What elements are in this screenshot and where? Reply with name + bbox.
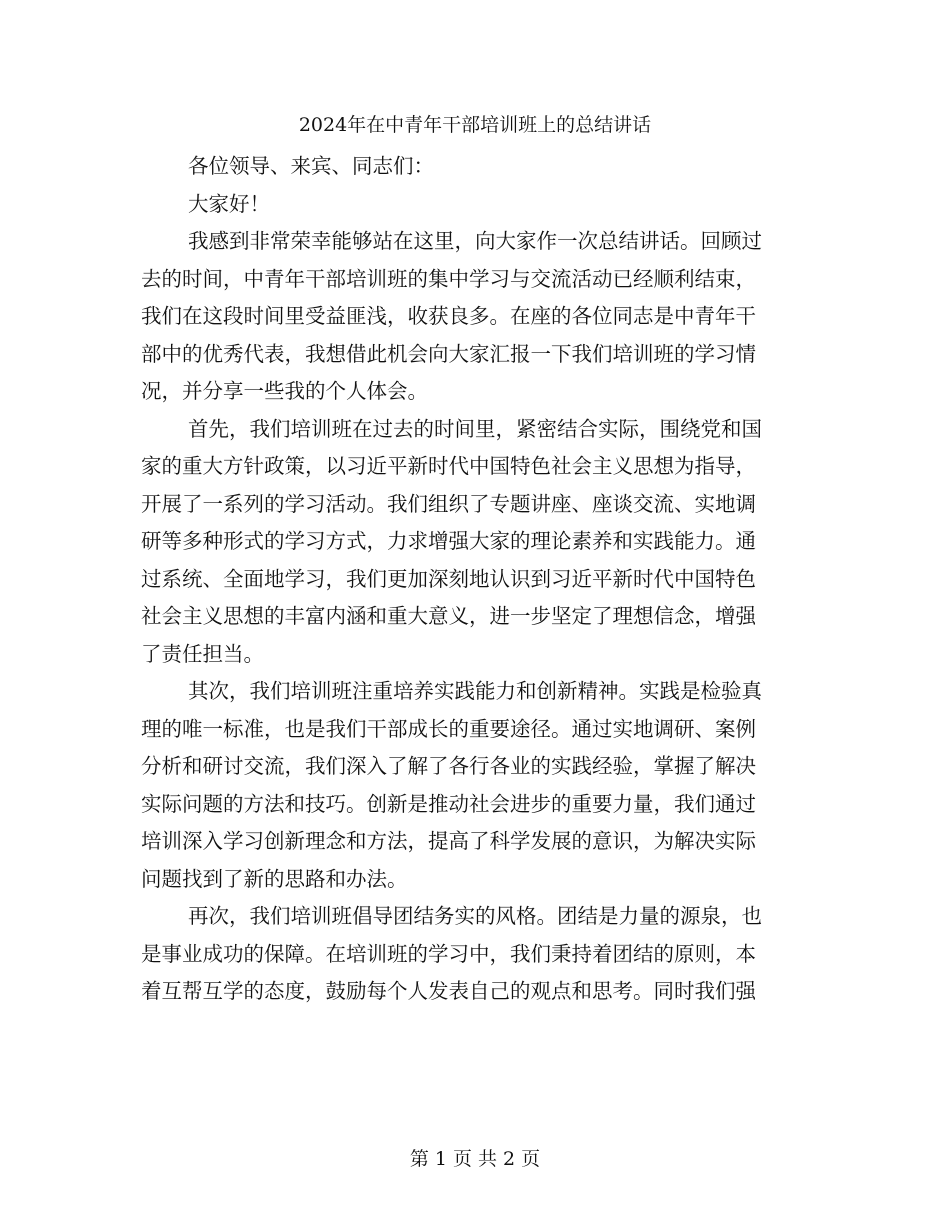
- paragraph-line: 我感到非常荣幸能够站在这里，向大家作一次总结讲话。回顾过: [188, 229, 762, 253]
- greeting-line: 大家好！: [188, 191, 270, 216]
- paragraph-line: 理的唯一标准，也是我们干部成长的重要途径。通过实地调研、案例: [141, 716, 756, 741]
- page-number-footer: 第 1 页 共 2 页: [409, 1148, 541, 1170]
- paragraph-line: 着互帮互学的态度，鼓励每个人发表自己的观点和思考。同时我们强: [141, 979, 756, 1003]
- paragraph-line: 研等多种形式的学习方式，力求增强大家的理论素养和实践能力。通: [141, 529, 756, 553]
- paragraph-line: 是事业成功的保障。在培训班的学习中，我们秉持着团结的原则，本: [141, 941, 756, 966]
- paragraph-line: 社会主义思想的丰富内涵和重大意义，进一步坚定了理想信念，增强: [141, 604, 756, 628]
- paragraph-line: 去的时间，中青年干部培训班的集中学习与交流活动已经顺利结束，: [141, 266, 756, 291]
- document-title: 2024年在中青年干部培训班上的总结讲话: [298, 114, 652, 136]
- paragraph-line: 问题找到了新的思路和办法。: [141, 866, 408, 891]
- paragraph-line: 了责任担当。: [141, 641, 264, 666]
- paragraph-line: 培训深入学习创新理念和方法，提高了科学发展的意识，为解决实际: [141, 829, 756, 853]
- paragraph-line: 实际问题的方法和技巧。创新是推动社会进步的重要力量，我们通过: [141, 791, 756, 816]
- salutation-line: 各位领导、来宾、同志们：: [188, 154, 434, 178]
- paragraph-line: 其次，我们培训班注重培养实践能力和创新精神。实践是检验真: [188, 679, 762, 703]
- paragraph-line: 首先，我们培训班在过去的时间里，紧密结合实际，围绕党和国: [188, 416, 762, 441]
- document-body: [141, 148, 801, 1011]
- paragraph-line: 分析和研讨交流，我们深入了解了各行各业的实践经验，掌握了解决: [141, 754, 756, 778]
- paragraph-line: 再次，我们培训班倡导团结务实的风格。团结是力量的源泉，也: [188, 904, 762, 928]
- paragraph-line: 部中的优秀代表，我想借此机会向大家汇报一下我们培训班的学习情: [141, 341, 756, 366]
- paragraph-line: 我们在这段时间里受益匪浅，收获良多。在座的各位同志是中青年干: [141, 304, 756, 328]
- paragraph-line: 况，并分享一些我的个人体会。: [141, 379, 428, 403]
- paragraph-line: 过系统、全面地学习，我们更加深刻地认识到习近平新时代中国特色: [141, 566, 756, 591]
- paragraph-line: 家的重大方针政策，以习近平新时代中国特色社会主义思想为指导，: [141, 454, 756, 478]
- paragraph-line: 开展了一系列的学习活动。我们组织了专题讲座、座谈交流、实地调: [141, 491, 756, 516]
